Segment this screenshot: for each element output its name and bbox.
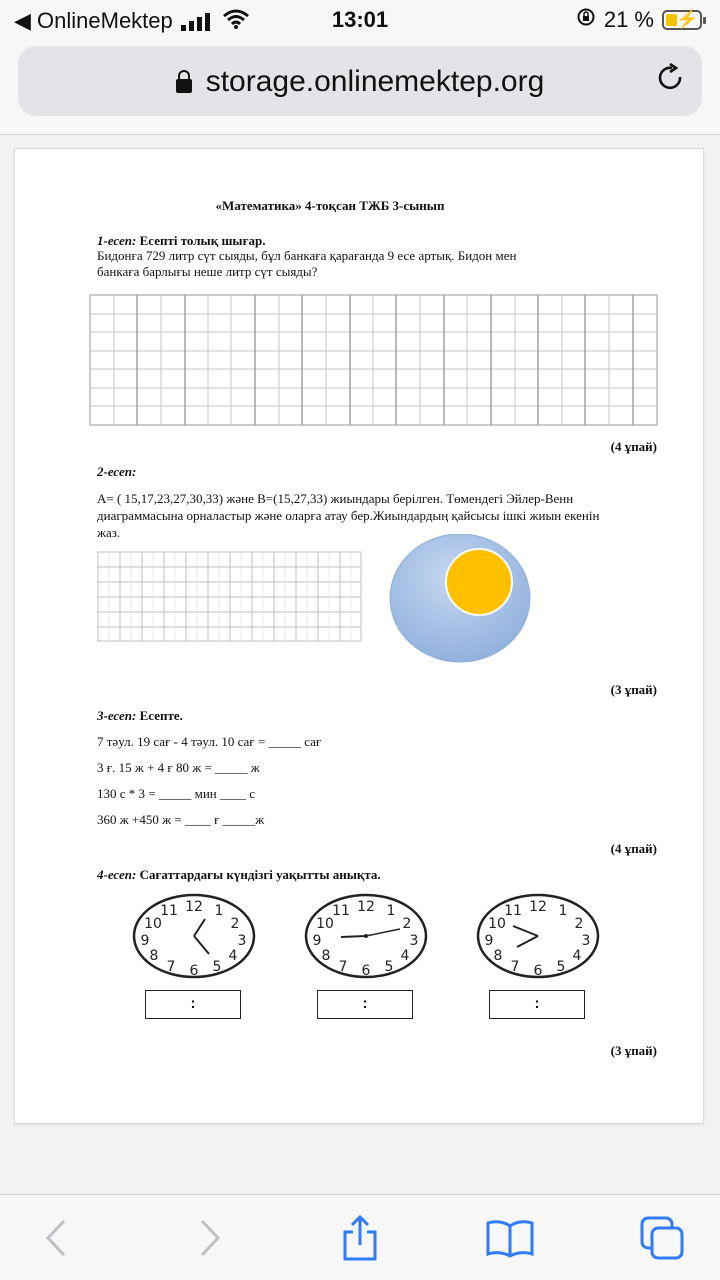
task2-label: 2-есеп: [97, 464, 137, 479]
svg-text:4: 4 [400, 948, 410, 964]
svg-text:9: 9 [484, 933, 494, 949]
browser-header [0, 40, 720, 135]
task4-score: (3 ұпай) [610, 1043, 657, 1058]
task1-text-line1: Бидонға 729 литр сүт сыяды, бұл банкаға қарағанда 9 есе артық. Бидон мен [97, 248, 517, 263]
task2-text-line2: диаграммасына орналастыр және оларға атау бер.Жиындардың қайсысы ішкі жиын екенін [97, 508, 600, 523]
task3-line-4: 360 ж +450 ж = ____ ғ _____ж [97, 812, 265, 827]
status-bar [0, 0, 720, 40]
battery-percent: 21 % [603, 7, 654, 32]
svg-text:12: 12 [357, 899, 375, 915]
svg-text:12: 12 [529, 899, 547, 915]
svg-text:3: 3 [409, 933, 419, 949]
svg-text:1: 1 [558, 903, 568, 919]
task3-score: (4 ұпай) [610, 841, 657, 856]
svg-text:10: 10 [488, 916, 506, 932]
url-label: storage.onlinemektep.org [205, 65, 545, 98]
task1-answer-grid [89, 294, 659, 426]
task3-line-2: 3 ғ. 15 ж + 4 ғ 80 ж = _____ ж [97, 760, 260, 775]
svg-text:5: 5 [212, 959, 222, 975]
clocks-row [123, 866, 613, 1016]
tabs-button[interactable] [632, 1213, 692, 1263]
svg-text:9: 9 [312, 933, 322, 949]
task1-score: (4 ұпай) [610, 439, 657, 454]
svg-text:2: 2 [230, 916, 240, 932]
document-page [14, 148, 704, 1124]
clock-time: 13:01 [331, 7, 389, 32]
tabs-icon [639, 1215, 685, 1261]
forward-button[interactable] [180, 1213, 240, 1263]
clock-answer-box-1[interactable]: : [145, 990, 241, 1019]
task3-line-3: 130 с * 3 = _____ мин ____ с [97, 786, 256, 801]
clock-answer-box-3[interactable]: : [489, 990, 585, 1019]
venn-diagram [389, 534, 533, 664]
svg-text:7: 7 [338, 959, 348, 975]
svg-text:4: 4 [228, 948, 238, 964]
reload-icon[interactable] [656, 63, 686, 100]
svg-text:6: 6 [533, 963, 543, 979]
bookmarks-button[interactable] [480, 1213, 540, 1263]
svg-text:11: 11 [332, 903, 350, 919]
venn-inner-set [446, 549, 512, 615]
svg-text:10: 10 [144, 916, 162, 932]
svg-text:2: 2 [574, 916, 584, 932]
svg-text:5: 5 [384, 959, 394, 975]
svg-text:6: 6 [189, 963, 199, 979]
svg-text:2: 2 [402, 916, 412, 932]
svg-text:5: 5 [556, 959, 566, 975]
svg-text:11: 11 [160, 903, 178, 919]
svg-text:8: 8 [321, 948, 331, 964]
task2-score: (3 ұпай) [610, 682, 657, 697]
chevron-right-icon [196, 1218, 224, 1258]
task3-title: Есепте. [136, 708, 183, 723]
share-button[interactable] [330, 1213, 390, 1263]
task4-label: 4-есеп: [97, 867, 137, 882]
clock-face-1 [131, 892, 257, 980]
svg-text:6: 6 [361, 963, 371, 979]
svg-text:4: 4 [572, 948, 582, 964]
back-button[interactable] [26, 1213, 86, 1263]
clock-answer-box-2[interactable]: : [317, 990, 413, 1019]
task3-heading [97, 708, 183, 724]
svg-text:3: 3 [581, 933, 591, 949]
battery-charging-icon: ⚡ [662, 10, 702, 30]
svg-text:7: 7 [510, 959, 520, 975]
svg-text:12: 12 [185, 899, 203, 915]
task1-text-line2: банкаға барлығы неше литр сүт сыяды? [97, 264, 318, 279]
book-icon [485, 1218, 535, 1258]
address-text [18, 65, 702, 99]
back-app-label: ◀ OnlineMektep [14, 8, 173, 33]
clock-face-3 [475, 892, 601, 980]
svg-text:10: 10 [316, 916, 334, 932]
share-icon [340, 1214, 380, 1262]
svg-text:8: 8 [493, 948, 503, 964]
svg-text:3: 3 [237, 933, 247, 949]
svg-text:11: 11 [504, 903, 522, 919]
svg-text:1: 1 [386, 903, 396, 919]
task2-text-line1: А= ( 15,17,23,27,30,33) және В=(15,27,33) жиындары берілген. Төмендегі Эйлер-Венн [97, 491, 574, 506]
web-content[interactable] [0, 136, 720, 1194]
browser-toolbar [0, 1194, 720, 1280]
status-right [576, 7, 702, 33]
task2-answer-grid [97, 551, 363, 643]
task3-line-1: 7 тәул. 19 сағ - 4 тәул. 10 сағ = _____ сағ [97, 734, 322, 749]
orientation-lock-icon [576, 7, 596, 33]
task3-label: 3-есеп: [97, 708, 137, 723]
task2-text-line3: жаз. [97, 525, 121, 540]
document-title: «Математика» 4-тоқсан ТЖБ 3-сынып [215, 198, 445, 213]
svg-text:8: 8 [149, 948, 159, 964]
clock-face-2 [303, 892, 429, 980]
chevron-left-icon [42, 1218, 70, 1258]
svg-text:7: 7 [166, 959, 176, 975]
lock-icon [176, 79, 192, 93]
task1-heading [97, 233, 265, 249]
svg-text:9: 9 [140, 933, 150, 949]
task1-label: 1-есеп: [97, 233, 137, 248]
task4-title: Сағаттардағы күндізгі уақытты анықта. [136, 867, 381, 882]
task1-title: Есепті толық шығар. [136, 233, 266, 248]
svg-text:1: 1 [214, 903, 224, 919]
address-bar[interactable] [18, 46, 702, 116]
